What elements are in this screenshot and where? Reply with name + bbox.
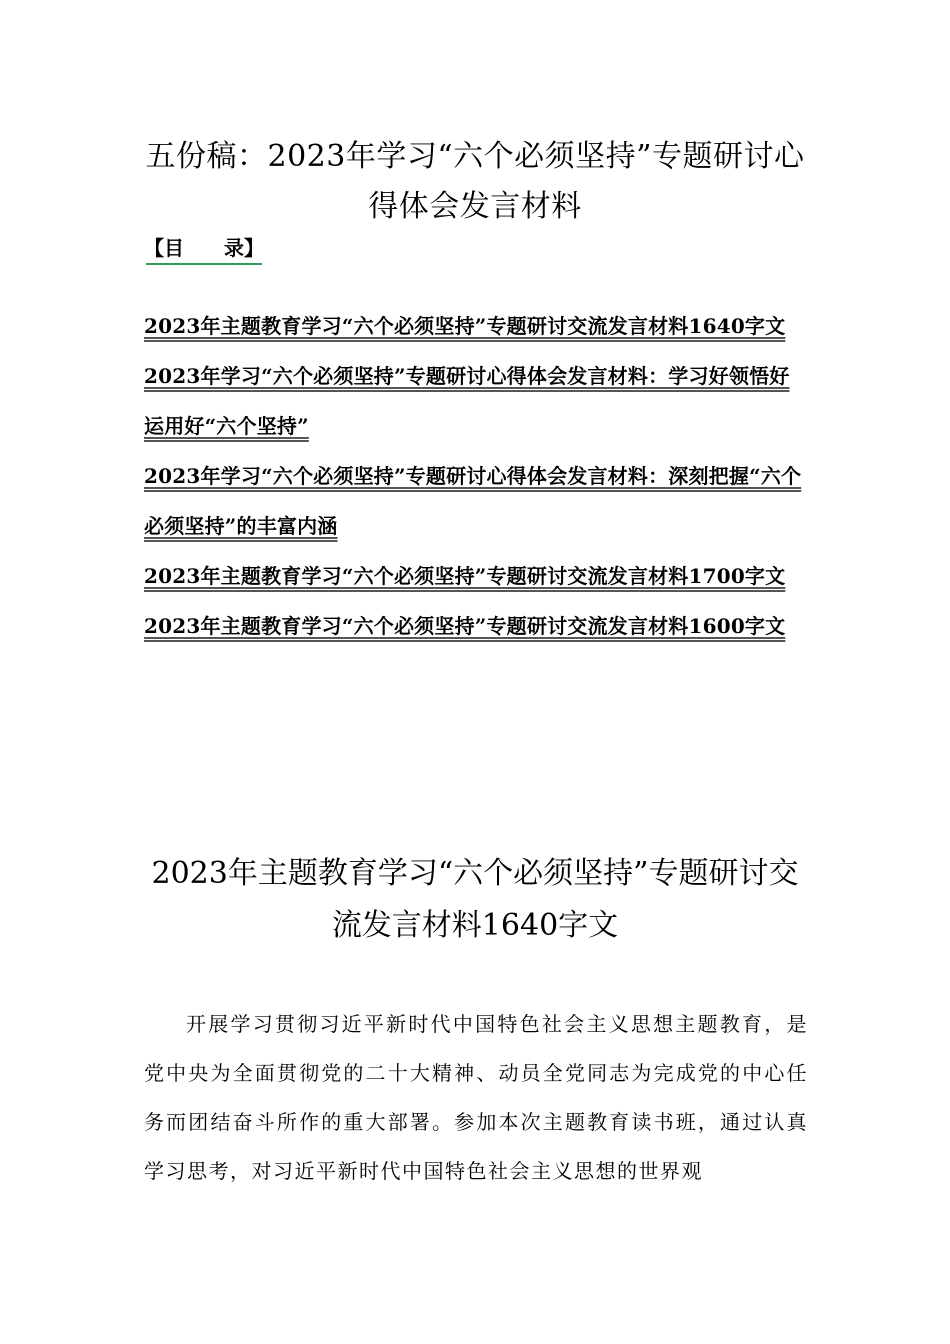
toc-entry-4-text: 2023年主题教育学习“六个必须坚持”专题研讨交流发言材料1700字文 xyxy=(144,564,786,588)
section-title: 2023年主题教育学习“六个必须坚持”专题研讨交流发言材料1640字文 xyxy=(151,856,799,943)
toc-entry-5[interactable] xyxy=(144,601,804,651)
document-title: 五份稿：2023年学习“六个必须坚持”专题研讨心得体会发言材料 xyxy=(145,139,805,224)
toc-entry-1-text: 2023年主题教育学习“六个必须坚持”专题研讨交流发言材料1640字文 xyxy=(144,314,786,338)
body-paragraph: 开展学习贯彻习近平新时代中国特色社会主义思想主题教育，是党中央为全面贯彻党的二十大精神、动员全党同志为完成党的中心任务而团结奋斗所作的重大部署。参加本次主题教育读书班，通过认真学习思考，对习近平新时代中国特色社会主义思想的世界观 xyxy=(144,1012,808,1183)
toc-entry-5-text: 2023年主题教育学习“六个必须坚持”专题研讨交流发言材料1600字文 xyxy=(144,614,786,638)
table-of-contents xyxy=(144,301,804,651)
toc-entry-3-text: 2023年学习“六个必须坚持”专题研讨心得体会发言材料：深刻把握“六个必须坚持”的丰富内涵 xyxy=(144,464,802,538)
toc-entry-2[interactable] xyxy=(144,351,804,451)
toc-entry-1[interactable] xyxy=(144,301,804,351)
toc-entry-2-text: 2023年学习“六个必须坚持”专题研讨心得体会发言材料：学习好领悟好运用好“六个坚持” xyxy=(144,364,790,438)
toc-entry-4[interactable] xyxy=(144,551,804,601)
toc-heading: 【目 录】 xyxy=(144,236,264,260)
toc-entry-3[interactable] xyxy=(144,451,804,551)
